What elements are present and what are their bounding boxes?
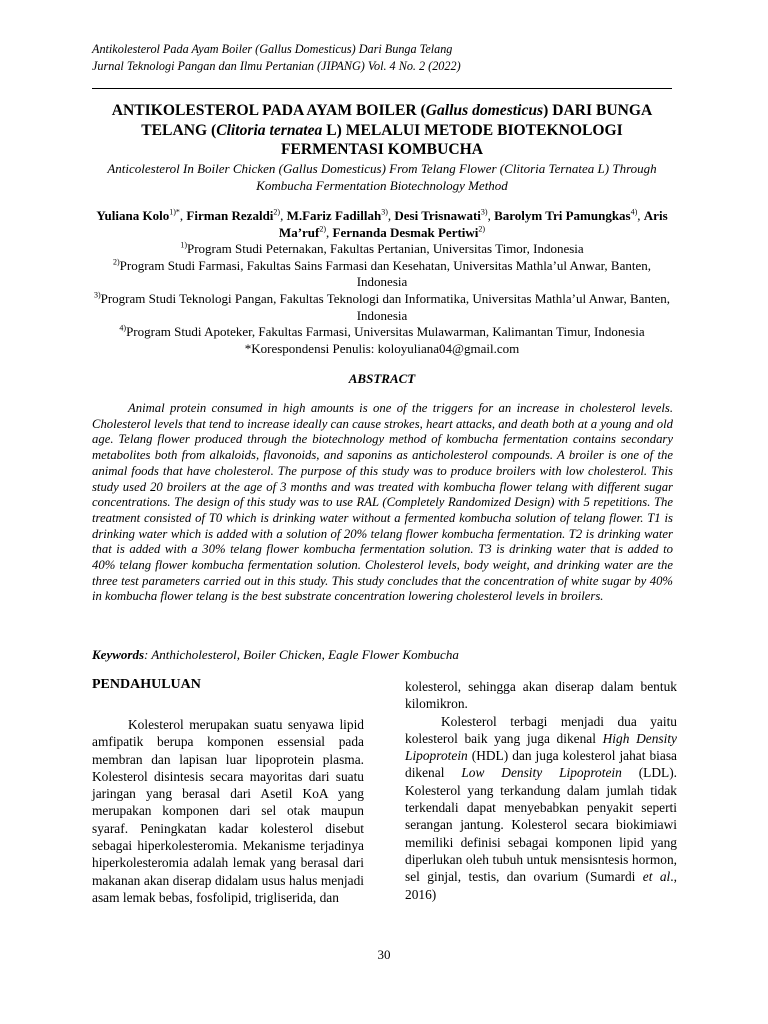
author-list: Yuliana Kolo$^{1)*}$, Firman Rezaldi$^{2)}$, M.Fariz Fadillah$^{3)}$, Desi Trisnawati$^{3)}$, Barolym Tri Pamungkas$^{4)}$, Aris Ma’ruf$^{2)}$, Fernanda Desmak Pertiwi$^{2)}$: [96, 207, 668, 240]
author-name: Yuliana Kolo: [96, 208, 170, 223]
author-mark: 1)*: [169, 207, 180, 217]
author-name: Aris Ma’ruf: [278, 208, 668, 240]
affiliation-3: $^{3)}$Program Studi Teknologi Pangan, Fakultas Teknologi dan Informatika, Universitas Mathla’ul Anwar, Banten, Indonesia: [93, 290, 671, 323]
author-name: Desi Trisnawati: [394, 208, 481, 223]
author-name: Barolym Tri Pamungkas: [494, 208, 631, 223]
running-header: [92, 41, 692, 75]
section-heading-pendahuluan: PENDAHULUAN: [92, 677, 201, 692]
abstract-heading: ABSTRACT: [348, 371, 416, 386]
intro-paragraph-2: Kolesterol terbagi menjadi dua yaitu kolesterol baik yang juga dikenal High Density Lipoprotein (HDL) dan juga kolesterol jahat biasa dikenal Low Density Lipoprotein (LDL). Kolesterol yang terkandung dalam jumlah tidak terkendali dapat menyebabkan penyakit seperti serangan jantung. Kolesterol secara biokimiawi memiliki definisi sebagai komponen lipid yang diperlukan oleh tubuh untuk mensisntesis hormon, sel ginjal, testis, dan ovarium (Sumardi et al., 2016): [405, 713, 677, 902]
paper-subtitle: Anticolesterol In Boiler Chicken (Gallus Domesticus) From Telang Flower (Clitoria Ternatea L) Through Kombucha Fermentation Biotechnology Method: [107, 160, 657, 194]
abstract-text: Animal protein consumed in high amounts is one of the triggers for an increase in cholesterol levels. Cholesterol levels that tend to increase ideally can cause strokes, heart attacks, and death both at a young and old age. Telang flower produced through the biotechnology method of kombucha fermentation contains secondary metabolites both from alkaloids, flavonoids, and saponins as anticholesterol compounds. A broiler is one of the animal foods that have cholesterol. The purpose of this study was to produce broilers with low cholesterol. This study used 20 broilers at the age of 3 months and was treated with kombucha flower telang with different sugar concentrations. The design of this study was to use RAL (Completely Randomized Design) with 5 repetitions. The treatment consisted of T0 which is drinking water without a fermented kombucha solution of telang flower. T1 is drinking water which is added with a solution of 20% telang flower kombucha fermentation. T2 is drinking water that is added with a 30% telang flower kombucha fermentation solution. T3 is drinking water that is added to 40% telang flower kombucha fermentation solution. Cholesterol levels, body weight, and drinking water are the three test parameters carried out in this study. This study concludes that the concentration of white sugar by 40% in kombucha flower telang is the best substrate concentration lowering cholesterol levels in broilers.: [92, 401, 673, 604]
paper-title: ANTIKOLESTEROL PADA AYAM BOILER (Gallus domesticus) DARI BUNGA TELANG (Clitoria ternatea L) MELALUI METODE BIOTEKNOLOGI FERMENTASI KOMBUCHA: [111, 102, 653, 159]
author-mark: 3): [381, 207, 388, 217]
author-name: Fernanda Desmak Pertiwi: [332, 224, 479, 240]
author-name: M.Fariz Fadillah: [286, 208, 382, 223]
affiliation-4: $^{4)}$Program Studi Apoteker, Fakultas Farmasi, Universitas Mulawarman, Kalimantan Timur, Indonesia: [119, 323, 645, 340]
body-column-left: [92, 675, 364, 906]
affiliation-1: $^{1)}$Program Studi Peternakan, Fakultas Pertanian, Universitas Timor, Indonesia: [180, 240, 584, 257]
running-header-title: Antikolesterol Pada Ayam Boiler (Gallus Domesticus) Dari Bunga Telang: [92, 42, 453, 56]
body-column-right: [405, 678, 677, 903]
intro-paragraph-1-continued: kolesterol, sehingga akan diserap dalam bentuk kilomikron.: [405, 679, 677, 712]
keywords: [92, 646, 672, 663]
correspondence-email: *Korespondensi Penulis: koloyuliana04@gmail.com: [244, 340, 520, 356]
author-mark: 4): [630, 207, 638, 217]
title-block: [92, 101, 672, 195]
keywords-label: Keywords: [92, 647, 144, 662]
author-block: [92, 208, 672, 357]
page-number: 30: [377, 947, 391, 962]
keywords-text: : Anthicholesterol, Boiler Chicken, Eagle Flower Kombucha: [144, 647, 459, 662]
author-mark: 3): [480, 207, 488, 217]
author-mark: 2): [478, 224, 486, 234]
running-header-journal: Jurnal Teknologi Pangan dan Ilmu Pertanian (JIPANG) Vol. 4 No. 2 (2022): [92, 59, 461, 73]
author-mark: 2): [273, 207, 281, 217]
author-name: Firman Rezaldi: [186, 208, 274, 223]
header-rule: [92, 88, 672, 89]
author-mark: 2): [319, 224, 327, 234]
intro-paragraph-1: Kolesterol merupakan suatu senyawa lipid amfipatik berupa komponen essensial pada membran dan lapisan luar lipoprotein plasma. Kolesterol disintesis secara mayoritas dari suatu jaringan yang berasal dari Asetil KoA yang merupakan komponen dari sel otak maupun syaraf. Peningkatan kadar kolesterol disebut sebagai hiperkolesteromia. Mekanisme terjadinya hiperkolesteromia adalah lemak yang berasal dari makanan akan diserap didalam usus halus menjadi asam lemak bebas, fosfolipid, trigliserida, dan: [92, 717, 364, 905]
affiliation-2: $^{2)}$Program Studi Farmasi, Fakultas Sains Farmasi dan Kesehatan, Universitas Mathla’ul Anwar, Banten, Indonesia: [113, 257, 651, 290]
